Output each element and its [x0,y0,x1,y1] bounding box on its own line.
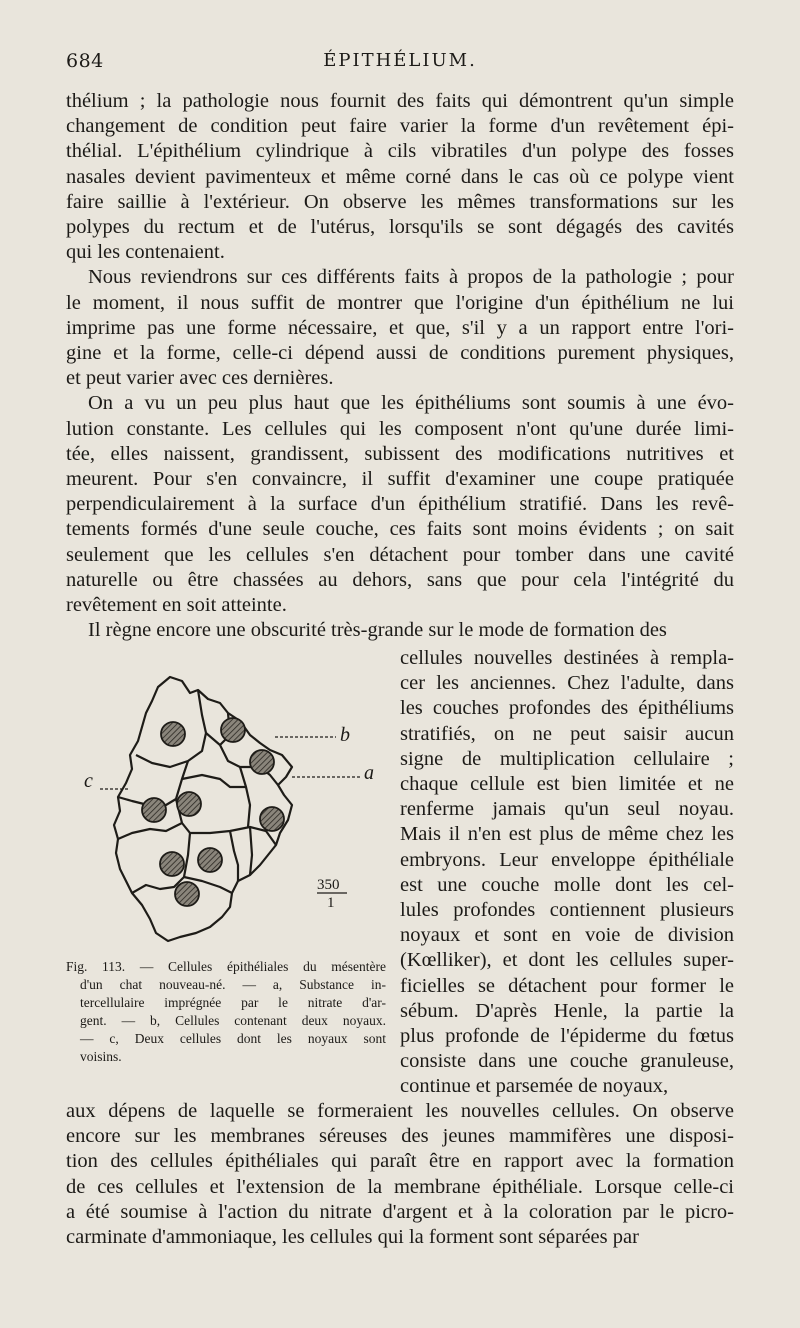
label-b: b [340,724,350,746]
text-line: renferme jamais qu'un seul noyau. [400,798,734,821]
text-line: lules profondes contiennent plusieurs [400,899,734,921]
text-line: continue et parsemée de noyaux, [400,1075,669,1098]
text-line: Il règne encore une obscurité très-grande sur le mode de formation des [88,619,667,642]
text-line: plus profonde de l'épiderme du fœtus [400,1025,734,1047]
caption-line: d'un chat nouveau-né. — a, Substance in- [80,977,386,992]
text-line: meurent. Pour s'en convaincre, il suffit d'examiner une coupe pratiquée [66,468,734,490]
text-line: tée, elles naissent, grandissent, subissent des modifications nutritives et [66,442,734,465]
cell-nucleus [260,807,284,831]
text-line: de ces cellules et l'extension de la membrane épithéliale. Lorsque celle-ci [66,1175,734,1198]
cell-nucleus [161,722,185,746]
cell-nucleus [177,792,201,816]
text-line: aux dépens de laquelle se formeraient les nouvelles cellules. On observe [66,1100,734,1122]
text-line: encore sur les membranes séreuses des jeunes mammifères une disposi- [66,1125,734,1148]
figure-113 [70,655,390,955]
page-number: 684 [66,50,104,72]
text-line: nasales devient pavimenteux et même corné dans le cas où ce polype vient [66,165,734,188]
caption-line: gent. — b, Cellules contenant deux noyaux. [80,1013,386,1028]
magnification-numerator: 350 [317,877,340,893]
text-line: consiste dans une couche granuleuse, [400,1050,734,1073]
text-line: Mais il n'en est plus de même chez les [400,823,734,846]
text-line: revêtement en soit atteinte. [66,594,287,616]
cell-nucleus [250,750,274,774]
cell-nucleus [175,882,199,906]
text-line: naturelle ou être chassées au dehors, sans que pour cela l'intégrité du [66,568,734,591]
cell-nucleus [221,718,245,742]
cell-nucleus [142,798,166,822]
text-line: (Kœlliker), et dont les cellules super- [400,949,734,972]
caption-line: tercellulaire imprégnée par le nitrate d'ar- [80,995,386,1010]
text-line: imprime pas une forme nécessaire, et que, s'il y a un rapport entre l'ori- [66,316,734,339]
text-line: thélial. L'épithélium cylindrique à cils vibratiles d'un polype des fosses [66,140,734,163]
text-line: noyaux et sont en voie de division [400,924,734,947]
text-line: changement de condition peut faire varier la forme d'un revêtement épi- [66,115,734,138]
cell-illustration [70,655,390,955]
text-line: chaque cellule est bien limitée et ne [400,773,734,795]
label-a: a [364,762,374,784]
text-line: signe de multiplication cellulaire ; [400,747,734,770]
text-line: tements formés d'une seule couche, ces faits sont moins évidents ; on sait [66,518,734,541]
text-line: ficielles se détachent pour former le [400,974,734,997]
text-line: On a vu un peu plus haut que les épithéliums sont soumis à une évo- [88,392,734,415]
text-line: lution constante. Les cellules qui les composent n'ont qu'une durée limi- [66,417,734,440]
caption-line: voisins. [80,1049,122,1064]
text-line: tion des cellules épithéliales qui paraît être en rapport avec la formation [66,1150,734,1173]
magnification-denominator: 1 [327,895,335,911]
text-line: qui les contenaient. [66,241,225,264]
text-line: cer les anciennes. Chez l'adulte, dans [400,672,734,695]
text-line: embryons. Leur enveloppe épithéliale [400,848,734,871]
text-line: perpendiculairement à la surface d'un épithélium stratifié. Dans les revê- [66,493,734,516]
cell-nucleus [198,848,222,872]
text-line: faire saillie à l'extérieur. On observe les mêmes transformations sur les [66,190,734,213]
text-line: Nous reviendrons sur ces différents faits à propos de la pathologie ; pour [88,266,734,289]
text-line: gine et la forme, celle-ci dépend aussi de conditions purement physiques, [66,342,734,364]
cell-nucleus [160,852,184,876]
page-header [66,50,734,80]
caption-line: — c, Deux cellules dont les noyaux sont [80,1031,386,1046]
label-c: c [84,770,93,792]
text-line: le moment, il nous suffit de montrer que l'origine d'un épithélium ne lui [66,291,734,314]
running-head: ÉPITHÉLIUM. [323,50,477,71]
text-line: sébum. D'après Henle, la partie la [400,999,734,1022]
caption-line: Fig. 113. — Cellules épithéliales du mésentère [66,959,386,974]
text-line: et peut varier avec ces dernières. [66,367,334,390]
text-line: les couches profondes des épithéliums [400,697,734,720]
text-line: seulement que les cellules s'en détachent pour tomber dans une cavité [66,543,734,566]
text-line: thélium ; la pathologie nous fournit des faits qui démontrent qu'un simple [66,90,734,112]
text-line: polypes du rectum et de l'utérus, lorsqu'ils se sont dégagés des cavités [66,216,734,238]
text-line: carminate d'ammoniaque, les cellules qui la forment sont séparées par [66,1226,639,1248]
text-line: a été soumise à l'action du nitrate d'argent et à la coloration par le picro- [66,1200,734,1223]
text-line: est une couche molle dont les cel- [400,873,734,896]
text-line: stratifiés, on ne peut saisir aucun [400,722,734,745]
text-line: cellules nouvelles destinées à rempla- [400,647,734,669]
